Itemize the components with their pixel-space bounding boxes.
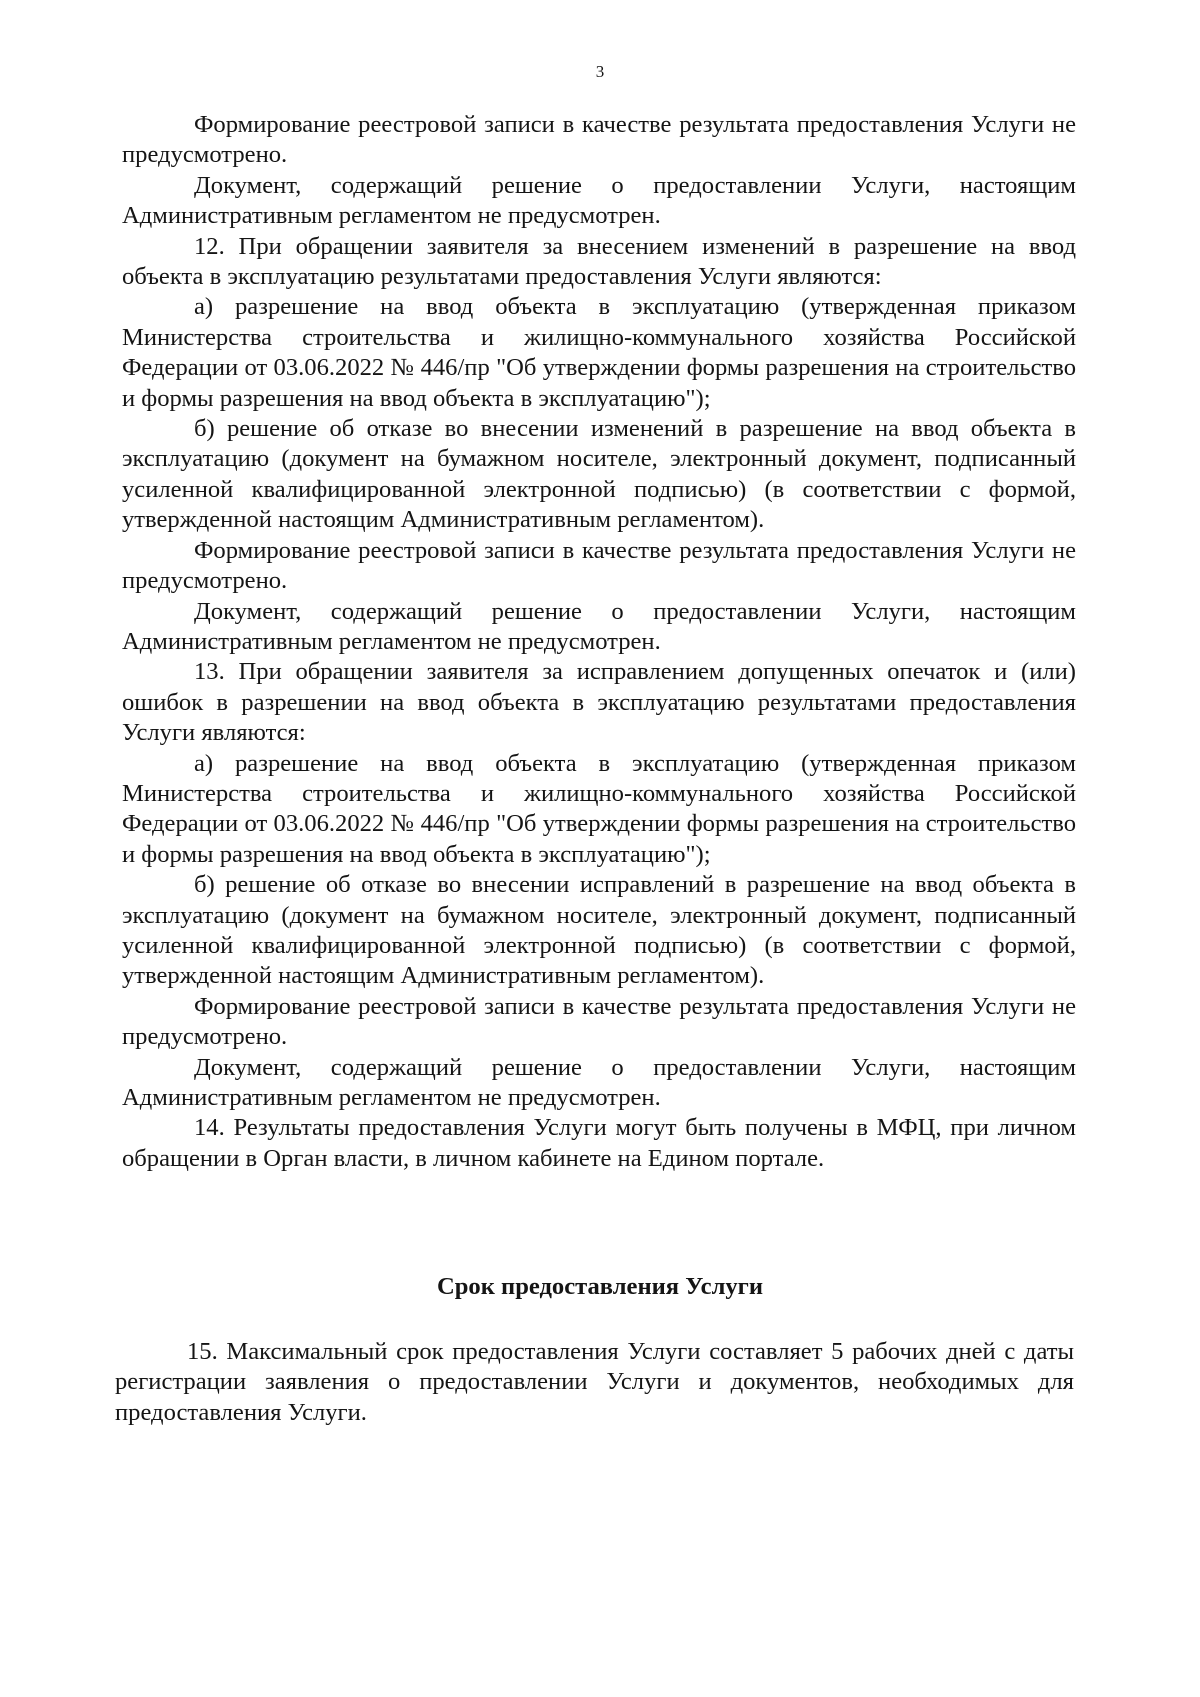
paragraph: Формирование реестровой записи в качестве результата предоставления Услуги не предусмотрено. — [122, 111, 1076, 169]
paragraph: 13. При обращении заявителя за исправлением допущенных опечаток и (или) ошибок в разрешении на ввод объекта в эксплуатацию результатами предоставления Услуги являются: — [122, 658, 1076, 747]
section-heading: Срок предоставления Услуги — [436, 1273, 764, 1300]
paragraph: Формирование реестровой записи в качестве результата предоставления Услуги не предусмотрено. — [122, 536, 1076, 595]
paragraph: Документ, содержащий решение о предоставлении Услуги, настоящим Административным регламентом не предусмотрен. — [122, 171, 1076, 230]
paragraph: а) разрешение на ввод объекта в эксплуатацию (утвержденная приказом Министерства строительства и жилищно-коммунального хозяйства Российской Федерации от 03.06.2022 № 446/пр "Об утверждении формы разрешения на строительство и формы разрешения на ввод объекта в эксплуатацию"); — [122, 749, 1076, 868]
document-body-continued — [115, 1337, 1074, 1428]
paragraph: 14. Результаты предоставления Услуги могут быть получены в МФЦ, при личном обращении в Орган власти, в личном кабинете на Едином портале. — [122, 1114, 1076, 1172]
document-body — [122, 110, 1076, 1174]
paragraph: Формирование реестровой записи в качестве результата предоставления Услуги не предусмотрено. — [122, 992, 1076, 1051]
paragraph: а) разрешение на ввод объекта в эксплуатацию (утвержденная приказом Министерства строительства и жилищно-коммунального хозяйства Российской Федерации от 03.06.2022 № 446/пр "Об утверждении формы разрешения на строительство и формы разрешения на ввод объекта в эксплуатацию"); — [122, 293, 1076, 412]
paragraph: Документ, содержащий решение о предоставлении Услуги, настоящим Административным регламентом не предусмотрен. — [122, 1053, 1076, 1111]
paragraph: Документ, содержащий решение о предоставлении Услуги, настоящим Административным регламентом не предусмотрен. — [122, 597, 1076, 655]
paragraph: б) решение об отказе во внесении изменений в разрешение на ввод объекта в эксплуатацию (документ на бумажном носителе, электронный документ, подписанный усиленной квалифицированной электронной подписью) (в соответствии с формой, утвержденной настоящим Административным регламентом). — [122, 415, 1076, 534]
page-number: 3 — [595, 62, 605, 81]
paragraph: 12. При обращении заявителя за внесением изменений в разрешение на ввод объекта в эксплуатацию результатами предоставления Услуги являются: — [122, 232, 1076, 291]
paragraph: 15. Максимальный срок предоставления Услуги составляет 5 рабочих дней с даты регистрации заявления о предоставлении Услуги и документов, необходимых для предоставления Услуги. — [115, 1338, 1074, 1426]
paragraph: б) решение об отказе во внесении исправлений в разрешение на ввод объекта в эксплуатацию (документ на бумажном носителе, электронный документ, подписанный усиленной квалифицированной электронной подписью) (в соответствии с формой, утвержденной настоящим Административным регламентом). — [122, 871, 1076, 990]
